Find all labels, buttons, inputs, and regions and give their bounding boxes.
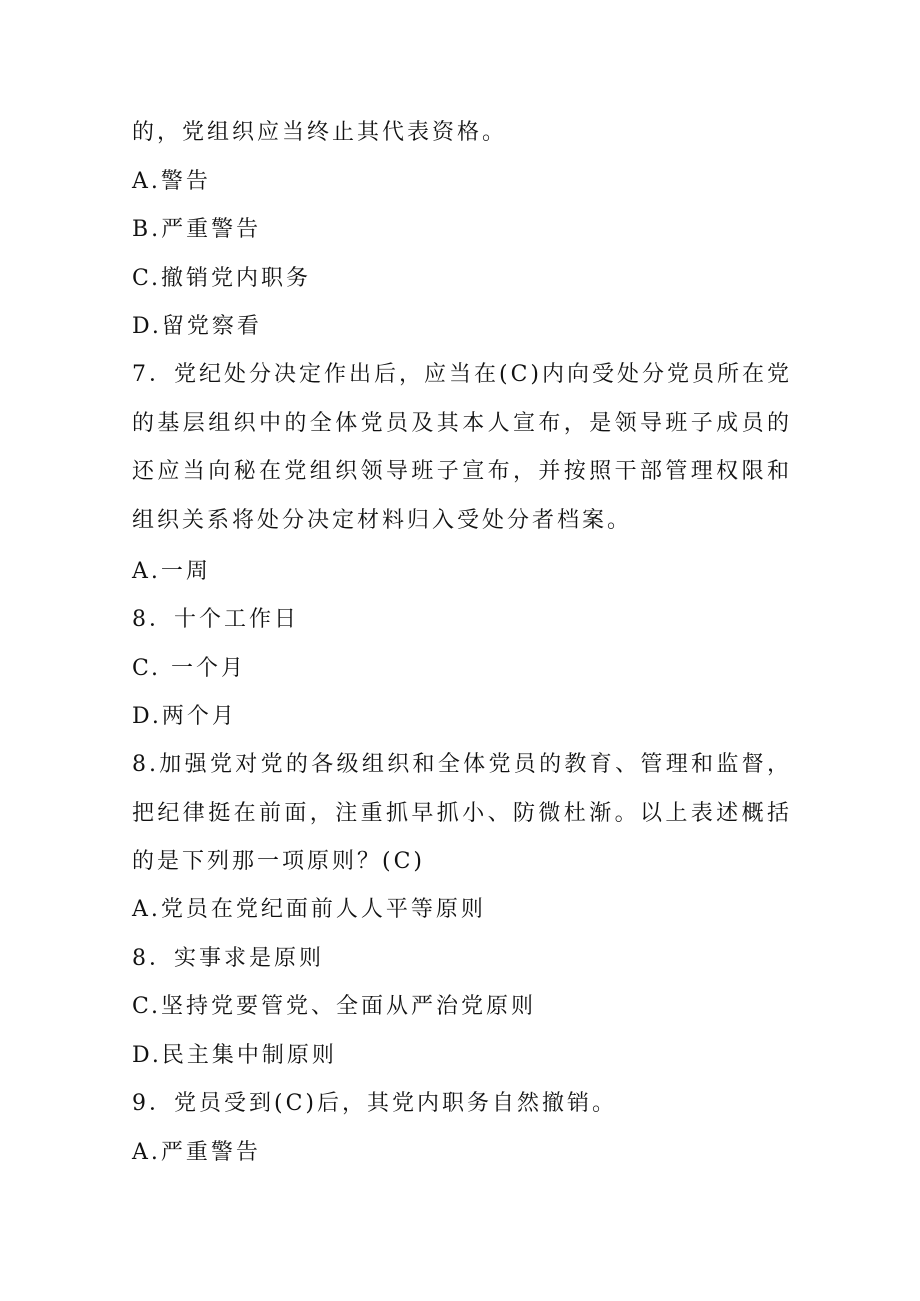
- option-a: A.一周: [132, 559, 211, 584]
- text-line: 的，党组织应当终止其代表资格。: [132, 120, 508, 145]
- option-c: C. 一个月: [132, 656, 247, 681]
- option-a: A.严重警告: [132, 1140, 261, 1165]
- option-a: A.警告: [132, 169, 211, 194]
- option-c: C.撤销党内职务: [132, 266, 312, 291]
- option-b: 8．十个工作日: [132, 607, 299, 632]
- option-b: 8．实事求是原则: [132, 946, 324, 971]
- question-8: 8.加强党对党的各级组织和全体党员的教育、管理和监督，把纪律挺在前面，注重抓早抓小、防微杜渐。以上表述概括的是下列那一项原则？(C): [132, 752, 792, 874]
- option-d: D.留党察看: [132, 314, 262, 339]
- option-d: D.民主集中制原则: [132, 1043, 337, 1068]
- question-7: 7．党纪处分决定作出后，应当在(C)内向受处分党员所在党的基层组织中的全体党员及其本人宣布，是领导班子成员的还应当向秘在党组织领导班子宣布，并按照干部管理权限和组织关系将处分决定材料归入受处分者档案。: [132, 362, 792, 533]
- question-9: 9．党员受到(C)后，其党内职务自然撤销。: [132, 1091, 617, 1116]
- option-c: C.坚持党要管党、全面从严治党原则: [132, 994, 537, 1019]
- option-a: A.党员在党纪面前人人平等原则: [132, 897, 486, 922]
- option-d: D.两个月: [132, 704, 237, 729]
- option-b: B.严重警告: [132, 217, 262, 242]
